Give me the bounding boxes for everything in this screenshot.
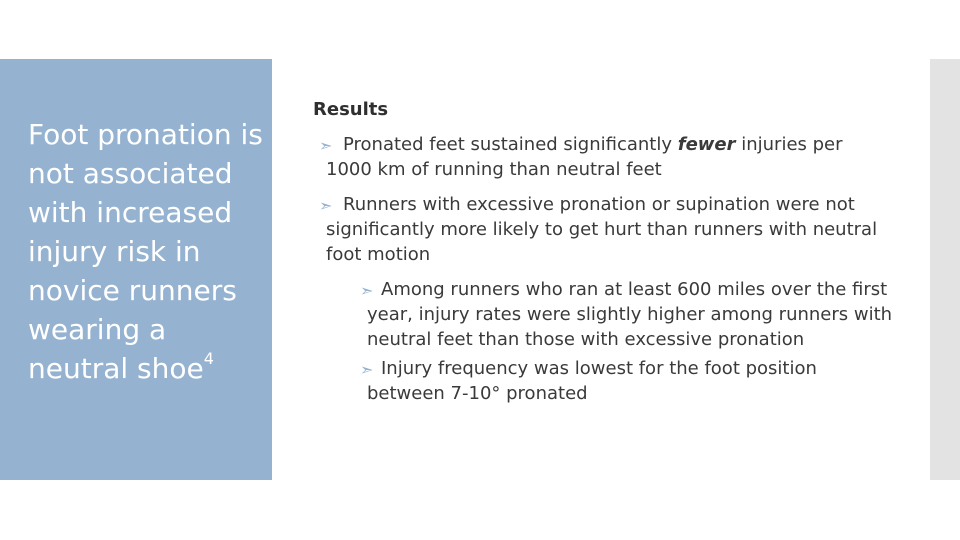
emphasis-text: fewer [677, 134, 736, 155]
subbullet-text: Injury frequency was lowest for the foot position between 7-10° pronated [367, 358, 817, 404]
subbullet-600-miles [313, 277, 893, 352]
content-area [313, 98, 893, 410]
bullet-text: Runners with excessive pronation or supination were not significantly more likely to get hurt than runners with neutral foot motion [326, 194, 878, 265]
subbullet-injury-frequency [313, 356, 893, 406]
arrow-bullet-icon: ➣ [319, 136, 333, 155]
bullet-text-part: injuries per 1000 km of running than neutral feet [326, 134, 843, 180]
slide-title-text: Foot pronation is not associated with increased injury risk in novice runners wearing a neutral shoe [28, 118, 263, 385]
title-superscript: 4 [203, 349, 214, 368]
bullet-text [326, 132, 893, 182]
arrow-bullet-icon: ➣ [360, 360, 374, 379]
right-edge-strip [930, 59, 960, 480]
bullet-runners-excessive [313, 192, 893, 267]
arrow-bullet-icon: ➣ [360, 281, 374, 300]
results-heading: Results [313, 99, 389, 120]
bullet-text-part: Pronated feet sustained significantly [343, 134, 678, 155]
arrow-bullet-icon: ➣ [319, 196, 333, 215]
bullet-pronated-feet [313, 132, 893, 182]
subbullet-text: Among runners who ran at least 600 miles over the first year, injury rates were slightly higher among runners with neutral feet than those with excessive pronation [367, 279, 893, 350]
slide-title [28, 115, 264, 388]
